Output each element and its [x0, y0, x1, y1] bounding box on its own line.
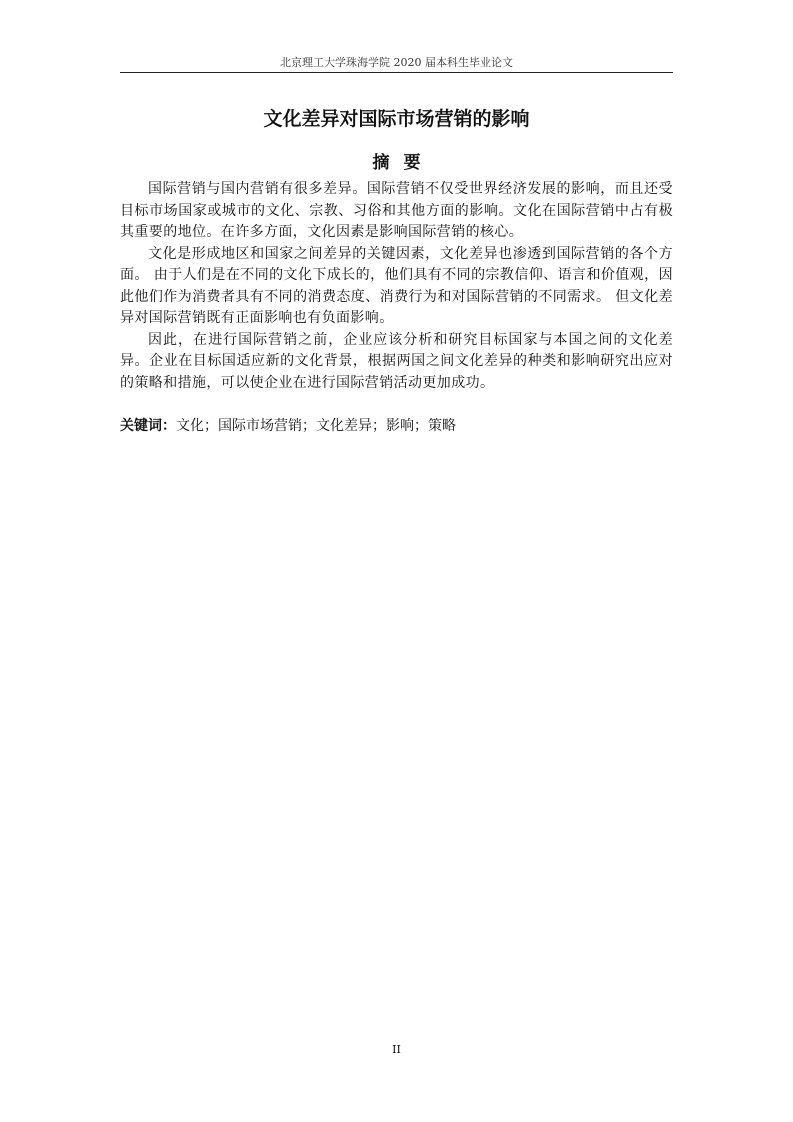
keywords-text: 文化；国际市场营销；文化差异；影响；策略	[176, 418, 456, 434]
abstract-paragraph: 国际营销与国内营销有很多差异。国际营销不仅受世界经济发展的影响，而且还受目标市场国家或城市的文化、宗教、习俗和其他方面的影响。文化在国际营销中占有极其重要的地位。在许多方面，文化因素是影响国际营销的核心。	[120, 181, 673, 240]
page-number: II	[392, 1043, 401, 1056]
running-header: 北京理工大学珠海学院 2020 届本科生毕业论文	[280, 56, 513, 69]
header-divider	[120, 72, 673, 73]
abstract-paragraph: 文化是形成地区和国家之间差异的关键因素，文化差异也渗透到国际营销的各个方面。 由于人们是在不同的文化下成长的，他们具有不同的宗教信仰、语言和价值观，因此他们作为消费者具有不同的消费态度、消费行为和对国际营销的不同需求。 但文化差异对国际营销既有正面影响也有负面影响。	[120, 245, 673, 326]
abstract-paragraph: 因此，在进行国际营销之前，企业应该分析和研究目标国家与本国之间的文化差异。企业在目标国适应新的文化背景，根据两国之间文化差异的种类和影响研究出应对的策略和措施，可以使企业在进行国际营销活动更加成功。	[120, 331, 673, 391]
abstract-heading: 摘要	[372, 153, 435, 173]
keywords-label: 关键词：	[120, 418, 176, 434]
abstract-body	[120, 179, 673, 394]
thesis-title: 文化差异对国际市场营销的影响	[263, 108, 530, 130]
keywords-line	[120, 416, 673, 436]
